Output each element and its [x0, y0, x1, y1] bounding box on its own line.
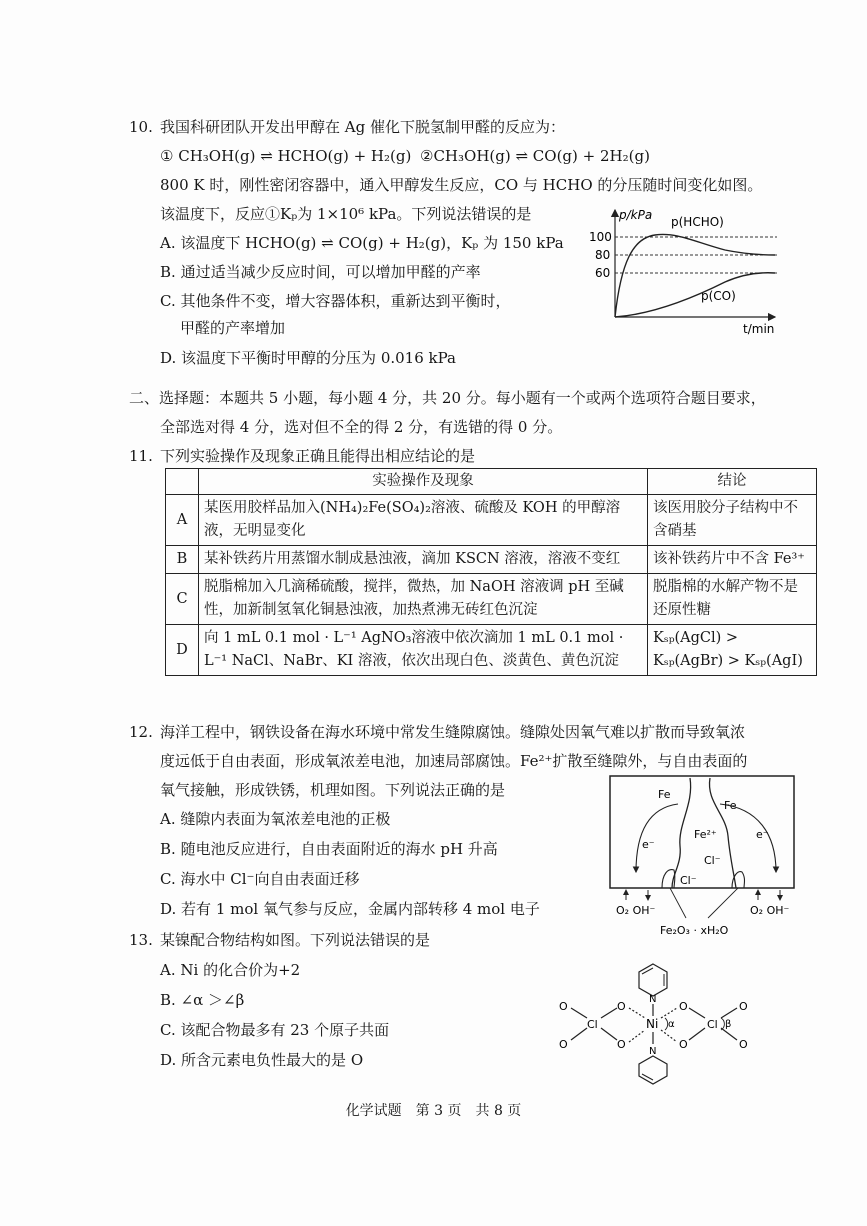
option-a	[160, 960, 300, 980]
table-header	[166, 469, 199, 495]
chloride-label: Cl⁻	[704, 854, 721, 867]
option-text: ∠α ＞∠β	[180, 991, 245, 1009]
reaction-equation: ②CH₃OH(g) ⇌ CO(g) + 2H₂(g)	[420, 147, 650, 165]
option-label: C.	[160, 292, 176, 310]
experiment-table	[165, 468, 817, 676]
option-b	[160, 262, 481, 282]
o2-oh-label-right: O₂ OH⁻	[750, 904, 790, 917]
option-c	[160, 291, 511, 311]
option-text: 若有 1 mol 氧气参与反应，金属内部转移 4 mol 电子	[181, 900, 540, 918]
series-label-hcho: p(HCHO)	[671, 215, 724, 229]
fe-label-left: Fe	[658, 788, 671, 801]
cl-o-double-bond	[571, 1008, 587, 1018]
oxygen-label: O	[679, 1000, 688, 1013]
option-a	[160, 233, 564, 253]
question-number: 12.	[129, 723, 153, 741]
cl-o-bond	[601, 1008, 617, 1018]
question-stem: 某镍配合物结构如图。下列说法错误的是	[160, 931, 431, 949]
cl-o-bond	[601, 1028, 617, 1040]
option-c-continued: 甲醛的产率增加	[180, 319, 286, 337]
option-text: 随电池反应进行，自由表面附近的海水 pH 升高	[180, 840, 498, 858]
option-b	[160, 839, 498, 859]
hcho-curve	[615, 234, 775, 317]
operation-cell: 某补铁药片用蒸馏水制成悬浊液，滴加 KSCN 溶液，溶液不变红	[199, 546, 648, 574]
table-header: 实验操作及现象	[199, 469, 648, 495]
conclusion-cell: 该医用胶分子结构中不含硝基	[648, 495, 817, 546]
oxygen-label: O	[679, 1038, 688, 1051]
option-label: C.	[160, 1021, 176, 1039]
chlorine-label: Cl	[707, 1018, 718, 1031]
y-tick-60: 60	[595, 266, 611, 280]
oxygen-label: O	[559, 1000, 568, 1013]
nickel-label: Ni	[646, 1017, 659, 1031]
option-text: 通过适当减少反应时间，可以增加甲醛的产率	[180, 263, 481, 281]
fe2-label: Fe²⁺	[694, 828, 717, 841]
table-header: 结论	[648, 469, 817, 495]
beta-label: β	[725, 1019, 732, 1030]
oxygen-label: O	[617, 1000, 626, 1013]
option-a	[160, 809, 390, 829]
cl-o-bond	[689, 1008, 705, 1018]
option-d	[160, 1050, 363, 1070]
option-label: B.	[160, 840, 176, 858]
electron-label-left: e⁻	[642, 838, 655, 851]
table-header-row	[166, 469, 817, 495]
question-stem: 海洋工程中，钢铁设备在海水环境中常发生缝隙腐蚀。缝隙处因氧气难以扩散而导致氧浓	[160, 723, 746, 741]
nitrogen-label: N	[649, 1046, 657, 1057]
option-text: 所含元素电负性最大的是 O	[181, 1051, 364, 1069]
option-c	[160, 869, 359, 889]
crevice-corrosion-diagram	[608, 774, 808, 944]
option-text: 该配合物最多有 23 个原子共面	[180, 1021, 390, 1039]
option-b	[160, 990, 244, 1010]
question-number: 11.	[129, 447, 153, 465]
option-text: 缝隙内表面为氧浓差电池的正极	[180, 810, 391, 828]
option-label: C.	[160, 870, 176, 888]
oxygen-label: O	[739, 1038, 748, 1051]
oxygen-label: O	[617, 1038, 626, 1051]
option-d	[160, 899, 540, 919]
oxygen-label: O	[559, 1038, 568, 1051]
option-label: B.	[160, 263, 176, 281]
section-heading: 二、选择题：本题共 5 小题，每小题 4 分，共 20 分。每小题有一个或两个选项符合题目要求，	[129, 389, 766, 407]
section-instructions: 全部选对得 4 分，选对但不全的得 2 分，有选错的得 0 分。	[160, 418, 563, 436]
o2-oh-label-left: O₂ OH⁻	[616, 904, 656, 917]
y-axis-label: p/kPa	[619, 208, 653, 222]
option-label: A.	[160, 810, 176, 828]
question-stem: 下列实验操作及现象正确且能得出相应结论的是	[160, 447, 476, 465]
chloride-label: Cl⁻	[680, 874, 697, 887]
operation-cell: 脱脂棉加入几滴稀硫酸，搅拌，微热，加 NaOH 溶液调 pH 至碱性，加新制氢氧化铜悬浊液，加热煮沸无砖红色沉淀	[199, 574, 648, 625]
co-curve	[615, 273, 775, 317]
pressure-time-graph	[585, 202, 785, 342]
table-row	[166, 546, 817, 574]
table-row	[166, 625, 817, 676]
question-stem: 度远低于自由表面，形成氧浓差电池，加速局部腐蚀。Fe²⁺扩散至缝隙外，与自由表面的	[160, 752, 748, 770]
option-label: D.	[160, 900, 177, 918]
fe-label-right: Fe	[724, 799, 737, 812]
y-tick-80: 80	[595, 248, 611, 262]
x-axis-label: t/min	[743, 322, 775, 336]
ni-o-bond	[629, 1030, 645, 1042]
cl-o-bond	[689, 1028, 705, 1040]
conclusion-cell: 该补铁药片中不含 Fe³⁺	[648, 546, 817, 574]
pyridine-ring-top	[639, 964, 667, 996]
table-row	[166, 495, 817, 546]
question-stem: 该温度下，反应①Kₚ为 1×10⁶ kPa。下列说法错误的是	[160, 205, 532, 223]
option-text: Ni 的化合价为+2	[180, 961, 301, 979]
rust-pointer-right	[708, 888, 738, 918]
row-label: B	[166, 546, 199, 574]
question-number: 13.	[129, 931, 153, 949]
question-stem: 我国科研团队开发出甲醇在 Ag 催化下脱氢制甲醛的反应为：	[160, 118, 565, 136]
option-text: 该温度下 HCHO(g) ⇌ CO(g) + H₂(g)，Kₚ 为 150 kPa	[180, 234, 564, 252]
series-label-co: p(CO)	[701, 289, 736, 303]
rust-pointer-left	[670, 888, 686, 918]
operation-cell: 向 1 mL 0.1 mol · L⁻¹ AgNO₃溶液中依次滴加 1 mL 0.1 mol · L⁻¹ NaCl、NaBr、KI 溶液，依次出现白色、淡黄色、黄色沉淀	[199, 625, 648, 676]
alpha-label: α	[668, 1019, 675, 1030]
table-row	[166, 574, 817, 625]
row-label: D	[166, 625, 199, 676]
conclusion-cell: Kₛₚ(AgCl) > Kₛₚ(AgBr) > Kₛₚ(AgI)	[648, 625, 817, 676]
electron-label-right: e⁻	[756, 828, 769, 841]
cl-o-double-bond	[721, 1008, 737, 1018]
option-label: B.	[160, 991, 176, 1009]
ni-o-bond	[629, 1008, 645, 1018]
cl-o-double-bond	[571, 1028, 587, 1040]
nitrogen-label: N	[649, 994, 657, 1005]
option-text: 该温度下平衡时甲醇的分压为 0.016 kPa	[181, 349, 456, 367]
ni-o-bond	[661, 1008, 677, 1018]
option-text: 海水中 Cl⁻向自由表面迁移	[180, 870, 360, 888]
question-number: 10.	[129, 118, 153, 136]
oxygen-label: O	[739, 1000, 748, 1013]
option-label: D.	[160, 349, 177, 367]
conclusion-cell: 脱脂棉的水解产物不是还原性糖	[648, 574, 817, 625]
option-d	[160, 348, 456, 368]
option-label: A.	[160, 961, 176, 979]
page-footer: 化学试题 第 3 页 共 8 页	[345, 1103, 522, 1119]
question-stem: 800 K 时，刚性密闭容器中，通入甲醇发生反应，CO 与 HCHO 的分压随时间变化如图。	[160, 176, 763, 194]
ni-o-bond	[661, 1030, 677, 1042]
option-text: 其他条件不变，增大容器体积，重新达到平衡时，	[180, 292, 511, 310]
y-tick-100: 100	[589, 230, 612, 244]
chlorine-label: Cl	[587, 1018, 598, 1031]
reaction-equation: ① CH₃OH(g) ⇌ HCHO(g) + H₂(g)	[160, 147, 412, 165]
nickel-complex-structure	[553, 960, 763, 1086]
option-label: D.	[160, 1051, 177, 1069]
row-label: A	[166, 495, 199, 546]
rust-label: Fe₂O₃ · xH₂O	[660, 924, 729, 937]
option-label: A.	[160, 234, 176, 252]
option-c	[160, 1020, 389, 1040]
row-label: C	[166, 574, 199, 625]
operation-cell: 某医用胶样品加入(NH₄)₂Fe(SO₄)₂溶液、硫酸及 KOH 的甲醇溶液，无明显变化	[199, 495, 648, 546]
question-stem: 氧气接触，形成铁锈，机理如图。下列说法正确的是	[160, 781, 506, 799]
